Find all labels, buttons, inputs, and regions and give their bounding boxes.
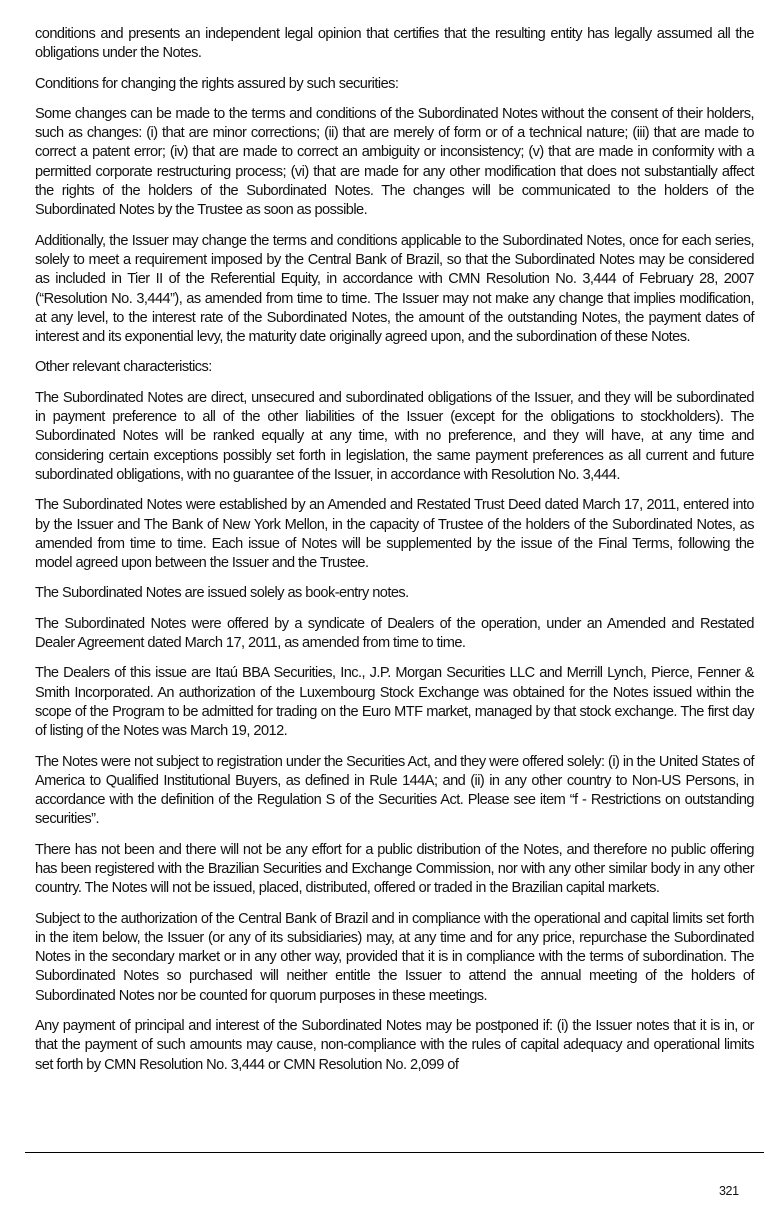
paragraph-other-characteristics-heading: Other relevant characteristics: xyxy=(35,359,212,376)
paragraph-central-bank-changes: Additionally, the Issuer may change the terms and conditions applicable to the Subordinated Notes, once for each series, solely to meet a requirement imposed by the Central Bank of Brazil, so that the Subordinated Notes may be considered as included in Tier II of the Referential Equity, in accordance with CMN Resolution No. 3,444 of February 28, 2007 (“Resolution No. 3,444”), as amended from time to time. The Issuer may not make any change that implies modification, at any level, to the interest rate of the Subordinated Notes, the amount of the outstanding Notes, the payment dates of interest and its exponential levy, the maturity date originally agreed upon, and the subordination of these Notes. xyxy=(35,232,754,346)
paragraph-no-public-distribution: There has not been and there will not be any effort for a public distribution of the Notes, and therefore no public offering has been registered with the Brazilian Securities and Exchange Commission, nor with any other similar body in any other country. The Notes will not be issued, placed, distributed, offered or traded in the Brazilian capital markets. xyxy=(35,841,754,897)
paragraph-obligations-opinion: conditions and presents an independent legal opinion that certifies that the resulting entity has legally assumed all the obligations under the Notes. xyxy=(35,26,754,62)
paragraph-payment-postponement: Any payment of principal and interest of the Subordinated Notes may be postponed if: (i) the Issuer notes that it is in, or that the payment of such amounts may cause, non-compliance with the rules of capital adequacy and operational limits set forth by CMN Resolution No. 3,444 or CMN Resolution No. 2,099 of xyxy=(35,1018,754,1073)
paragraph-dealers-listing: The Dealers of this issue are Itaú BBA Securities, Inc., J.P. Morgan Securities LLC and Merrill Lynch, Pierce, Fenner & Smith Incorporated. An authorization of the Luxembourg Stock Exchange was obtained for the Notes issued within the scope of the Program to be admitted for trading on the Euro MTF market, managed by that stock exchange. The first day of listing of the Notes was March 19, 2012. xyxy=(35,665,754,740)
paragraph-subordination: The Subordinated Notes are direct, unsecured and subordinated obligations of the Issuer, and they will be subordinated in payment preference to all of the other liabilities of the Issuer (except for the obligations to stockholders). The Subordinated Notes will be ranked equally at any time, with no preference, and they will have, at any time and considering certain exceptions possibly set forth in legislation, the same payment preferences as all current and future subordinated obligations, with no guarantee of the Issuer, in accordance with Resolution No. 3,444. xyxy=(35,389,754,483)
paragraph-dealer-syndicate: The Subordinated Notes were offered by a syndicate of Dealers of the operation, under an Amended and Restated Dealer Agreement dated March 17, 2011, as amended from time to time. xyxy=(35,615,754,652)
paragraph-book-entry: The Subordinated Notes are issued solely as book-entry notes. xyxy=(35,585,409,602)
paragraph-repurchase: Subject to the authorization of the Central Bank of Brazil and in compliance with the operational and capital limits set forth in the item below, the Issuer (or any of its subsidiaries) may, at any time and for any price, repurchase the Subordinated Notes in the secondary market or in any other way, provided that it is in compliance with the terms of subordination. The Subordinated Notes so purchased will neither entitle the Issuer to attend the annual meeting of the holders of Subordinated Notes nor be counted for quorum purposes in these meetings. xyxy=(35,910,754,1004)
paragraph-securities-act: The Notes were not subject to registration under the Securities Act, and they were offered solely: (i) in the United States of America to Qualified Institutional Buyers, as defined in Rule 144A; and (ii) in any other country to Non-US Persons, in accordance with the definition of the Regulation S of the Securities Act. Please see item “f - Restrictions on outstanding securities”. xyxy=(35,753,754,828)
paragraph-permitted-changes: Some changes can be made to the terms and conditions of the Subordinated Notes without the consent of their holders, such as changes: (i) that are minor corrections; (ii) that are merely of form or of a technical nature; (iii) that are made to correct a patent error; (iv) that are made to correct an ambiguity or inconsistency; (v) that are made in conformity with a permitted corporate restructuring process; (vi) that are made for any other modification that does not substantially affect the rights of the holders of the Subordinated Notes. The changes will be communicated to the holders of the Subordinated Notes by the Trustee as soon as possible. xyxy=(35,105,754,219)
paragraph-trust-deed: The Subordinated Notes were established by an Amended and Restated Trust Deed dated March 17, 2011, entered into by the Issuer and The Bank of New York Mellon, in the capacity of Trustee of the holders of the Subordinated Notes, as amended from time to time. Each issue of Notes will be supplemented by the issue of the Final Terms, following the model agreed upon between the Issuer and the Trustee. xyxy=(35,497,754,572)
page-number: 321 xyxy=(719,1184,739,1198)
paragraph-conditions-heading: Conditions for changing the rights assured by such securities: xyxy=(35,75,399,92)
footer-divider xyxy=(25,1152,764,1153)
document-body xyxy=(35,25,754,1086)
